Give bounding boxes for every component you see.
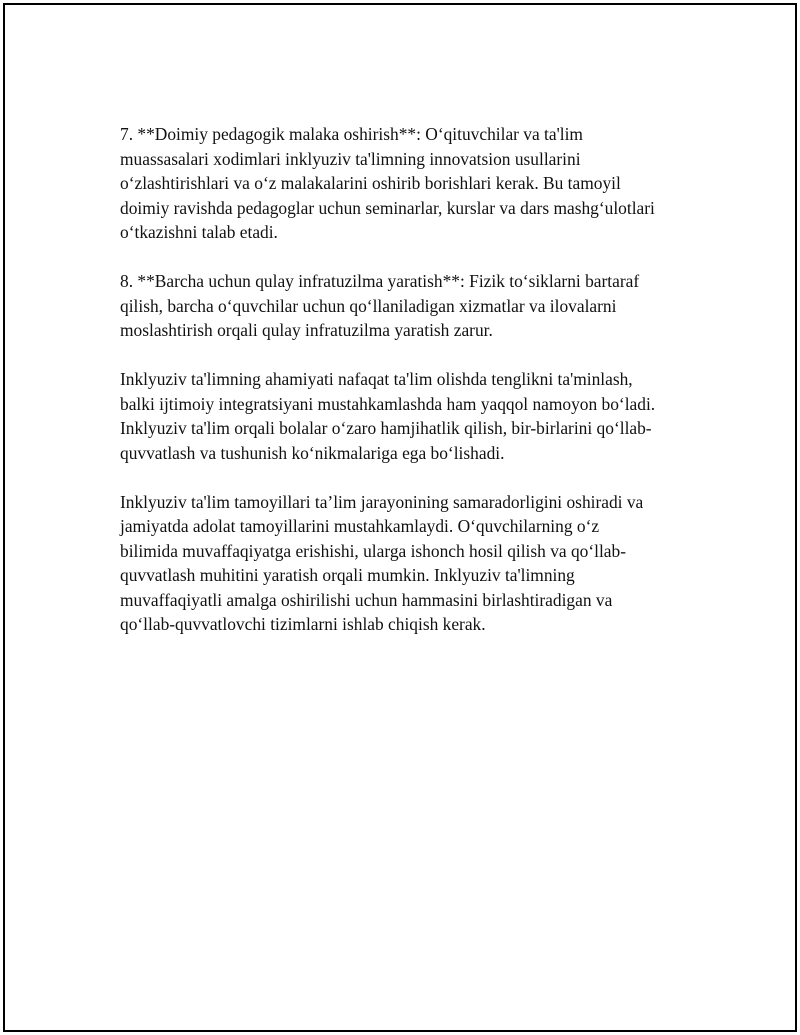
text-line: doimiy ravishda pedagoglar uchun seminarlar, kurslar va dars mashg‘ulotlari bbox=[120, 197, 655, 218]
paragraph-professional-development bbox=[120, 122, 695, 245]
text-line: o‘zlashtirishlari va o‘z malakalarini oshirib borishlari kerak. Bu tamoyil bbox=[120, 173, 621, 193]
text-line: 8. **Barcha uchun qulay infratuzilma yaratish**: Fizik to‘siklarni bartaraf bbox=[120, 271, 640, 291]
text-line: qilish, barcha o‘quvchilar uchun qo‘llaniladigan xizmatlar va ilovalarni bbox=[120, 295, 617, 316]
text-line: o‘tkazishni talab etadi. bbox=[120, 222, 278, 242]
text-line: balki ijtimoiy integratsiyani mustahkamlashda ham yaqqol namoyon bo‘ladi. bbox=[120, 393, 656, 414]
text-line: jamiyatda adolat tamoyillarini mustahkamlaydi. O‘quvchilarning o‘z bbox=[120, 516, 600, 536]
text-line: 7. **Doimiy pedagogik malaka oshirish**: O‘qituvchilar va ta'lim bbox=[120, 124, 583, 144]
text-line: quvvatlash muhitini yaratish orqali mumkin. Inklyuziv ta'limning bbox=[120, 565, 575, 585]
paragraph-importance bbox=[120, 367, 695, 465]
text-line: moslashtirish orqali qulay infratuzilma yaratish zarur. bbox=[120, 320, 493, 340]
page-border bbox=[3, 3, 797, 1032]
document-body bbox=[120, 122, 695, 661]
text-line: bilimida muvaffaqiyatga erishishi, ularga ishonch hosil qilish va qo‘llab- bbox=[120, 540, 627, 561]
text-line: Inklyuziv ta'lim orqali bolalar o‘zaro hamjihatlik qilish, bir-birlarini qo‘llab- bbox=[120, 418, 652, 438]
text-line: Inklyuziv ta'lim tamoyillari ta’lim jarayonining samaradorligini oshiradi va bbox=[120, 491, 644, 512]
text-line: quvvatlash va tushunish ko‘nikmalariga ega bo‘lishadi. bbox=[120, 442, 505, 463]
text-line: muvaffaqiyatli amalga oshirilishi uchun hammasini birlashtiradigan va bbox=[120, 589, 613, 610]
paragraph-conclusion bbox=[120, 490, 695, 637]
text-line: Inklyuziv ta'limning ahamiyati nafaqat ta'lim olishda tenglikni ta'minlash, bbox=[120, 369, 633, 389]
paragraph-accessible-infrastructure bbox=[120, 269, 695, 343]
text-line: qo‘llab-quvvatlovchi tizimlarni ishlab chiqish kerak. bbox=[120, 614, 486, 634]
text-line: muassasalari xodimlari inklyuziv ta'limning innovatsion usullarini bbox=[120, 148, 581, 169]
